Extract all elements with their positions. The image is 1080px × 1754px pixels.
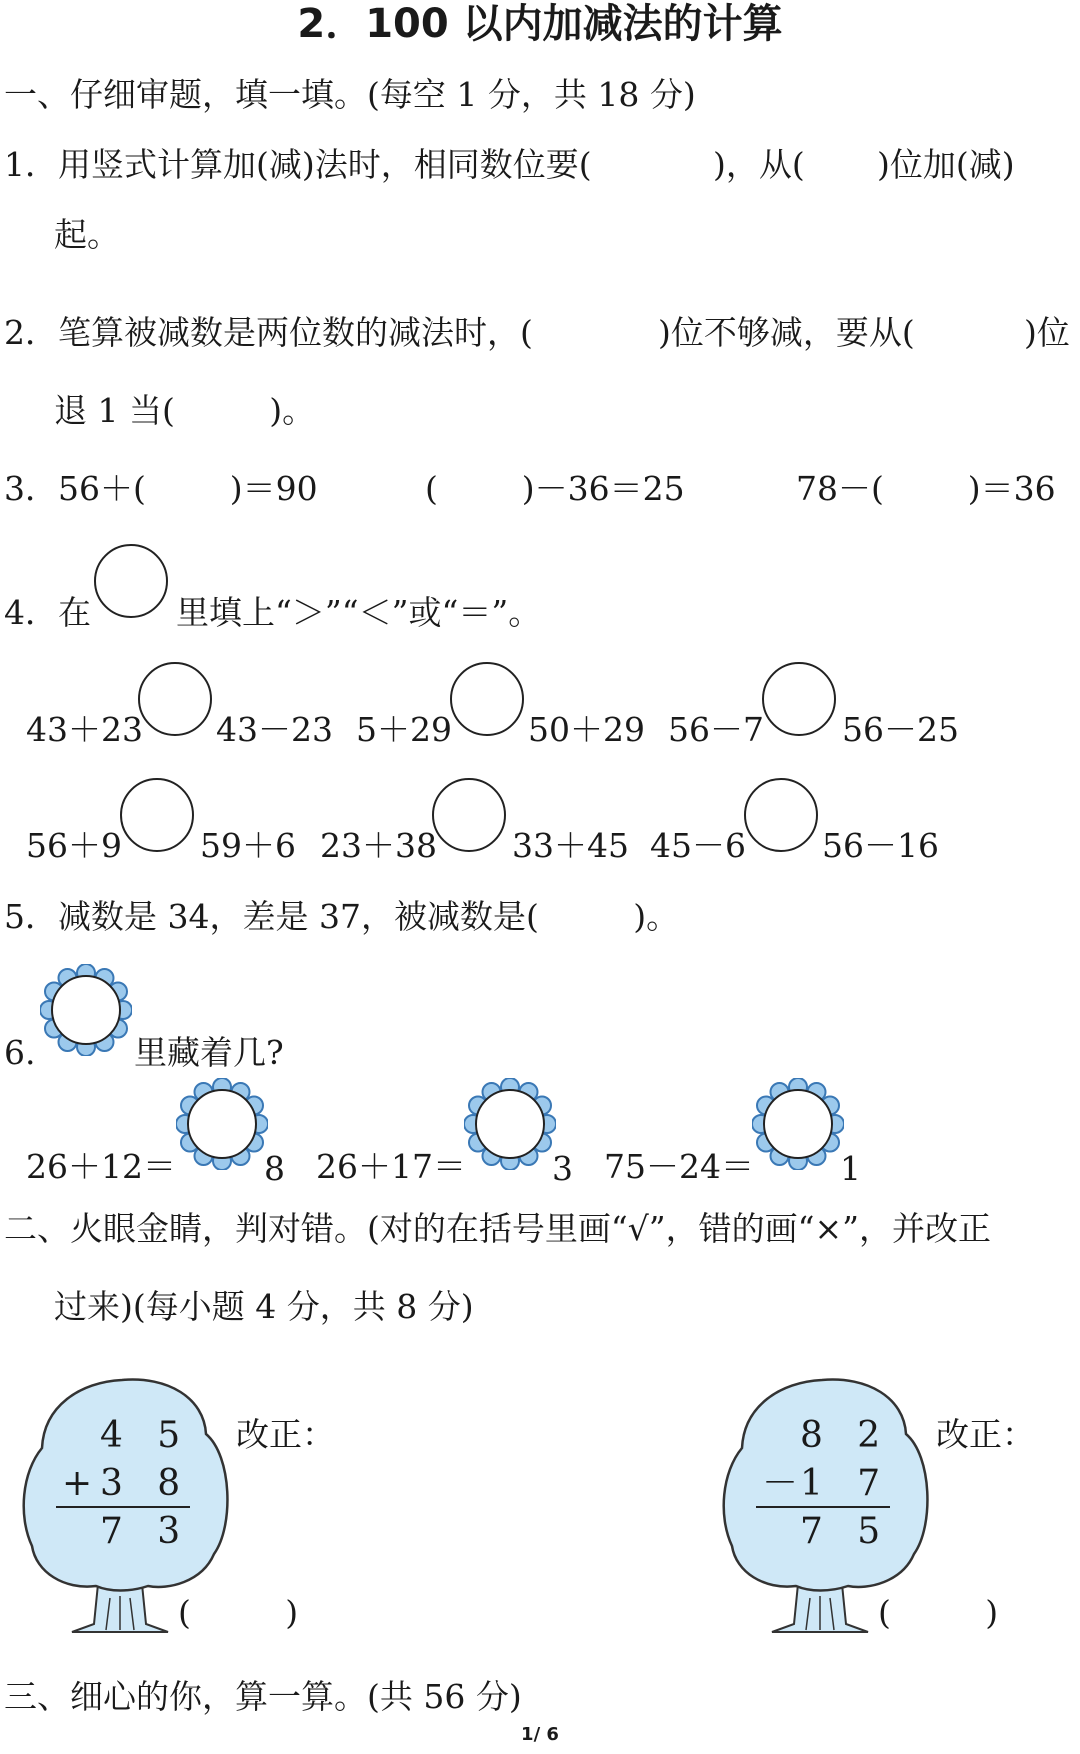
section2-heading-line1: 二、火眼金睛，判对错。(对的在括号里画“√”，错的画“×”，并改正 <box>4 1209 992 1248</box>
compare-circle-icon <box>94 544 168 618</box>
q6-label-a: 6. <box>4 1033 36 1072</box>
correction-label: 改正： <box>936 1415 1035 1454</box>
flower-icon[interactable] <box>464 1078 556 1170</box>
q1-text-b: )，从( <box>713 145 805 184</box>
answer-circle[interactable] <box>762 662 836 736</box>
page-number: 1/ 6 <box>521 1724 559 1745</box>
q2-text-line2: 退 1 当( )。 <box>54 391 316 430</box>
q4-label-b: 里填上“＞”“＜”或“＝”。 <box>176 593 542 632</box>
vertical-calc-1 <box>56 1410 196 1560</box>
q4-expr: 23＋38 <box>320 826 437 865</box>
calc-sign: － <box>762 1463 799 1504</box>
answer-circle[interactable] <box>450 662 524 736</box>
q4-expr: 43－23 <box>216 710 333 749</box>
q6-label-b: 里藏着几? <box>134 1033 284 1072</box>
flower-icon <box>40 964 132 1056</box>
calc-line <box>756 1506 890 1508</box>
q4-expr: 56－25 <box>842 710 959 749</box>
q1-text-c: )位加(减) <box>877 145 1015 184</box>
q4-expr: 45－6 <box>650 826 746 865</box>
answer-circle[interactable] <box>432 778 506 852</box>
flower-icon[interactable] <box>752 1078 844 1170</box>
q4-label-a: 4．在 <box>4 593 91 632</box>
answer-paren[interactable]: ( ) <box>878 1593 999 1632</box>
q2-text-a: 2．笔算被减数是两位数的减法时，( <box>4 313 533 352</box>
section1-heading: 一、仔细审题，填一填。(每空 1 分，共 18 分) <box>4 75 696 114</box>
q4-expr: 56－16 <box>822 826 939 865</box>
answer-paren[interactable]: ( ) <box>178 1593 299 1632</box>
calc-second: 1 7 <box>800 1463 881 1504</box>
q6-tail: 8 <box>264 1149 285 1188</box>
calc-top: 8 2 <box>800 1415 881 1456</box>
section3-heading: 三、细心的你，算一算。(共 56 分) <box>4 1677 522 1716</box>
q4-expr: 5＋29 <box>356 710 452 749</box>
section2-heading-line2: 过来)(每小题 4 分，共 8 分) <box>54 1287 474 1326</box>
calc-sign: + <box>62 1463 93 1504</box>
q1-text-line2: 起。 <box>54 215 120 254</box>
q4-expr: 33＋45 <box>512 826 629 865</box>
answer-circle[interactable] <box>138 662 212 736</box>
q3-part-c: 78－( )＝36 <box>796 469 1056 508</box>
q6-expr: 26＋12＝ <box>26 1147 176 1186</box>
q4-expr: 50＋29 <box>528 710 645 749</box>
vertical-calc-2 <box>756 1410 896 1560</box>
q4-expr: 56＋9 <box>26 826 122 865</box>
q2-text-c: )位 <box>1024 313 1070 352</box>
q3-part-a: 3．56＋( )＝90 <box>4 469 318 508</box>
correction-label: 改正： <box>236 1415 335 1454</box>
calc-top: 4 5 <box>100 1415 181 1456</box>
q6-expr: 75－24＝ <box>604 1147 754 1186</box>
q1-text-a: 1．用竖式计算加(减)法时，相同数位要( <box>4 145 592 184</box>
calc-second: 3 8 <box>100 1463 181 1504</box>
q6-tail: 1 <box>840 1149 861 1188</box>
page-title: 2．100 以内加减法的计算 <box>297 1 783 47</box>
flower-icon[interactable] <box>176 1078 268 1170</box>
calc-line <box>56 1506 190 1508</box>
q5-text: 5．减数是 34，差是 37，被减数是( )。 <box>4 897 680 936</box>
q6-expr: 26＋17＝ <box>316 1147 466 1186</box>
answer-circle[interactable] <box>744 778 818 852</box>
answer-circle[interactable] <box>120 778 194 852</box>
q4-expr: 43＋23 <box>26 710 143 749</box>
q6-tail: 3 <box>552 1149 573 1188</box>
calc-result: 7 5 <box>800 1511 881 1552</box>
calc-result: 7 3 <box>100 1511 181 1552</box>
q3-part-b: ( )－36＝25 <box>425 469 685 508</box>
q4-expr: 56－7 <box>668 710 764 749</box>
q2-text-b: )位不够减，要从( <box>658 313 915 352</box>
q4-expr: 59＋6 <box>200 826 296 865</box>
